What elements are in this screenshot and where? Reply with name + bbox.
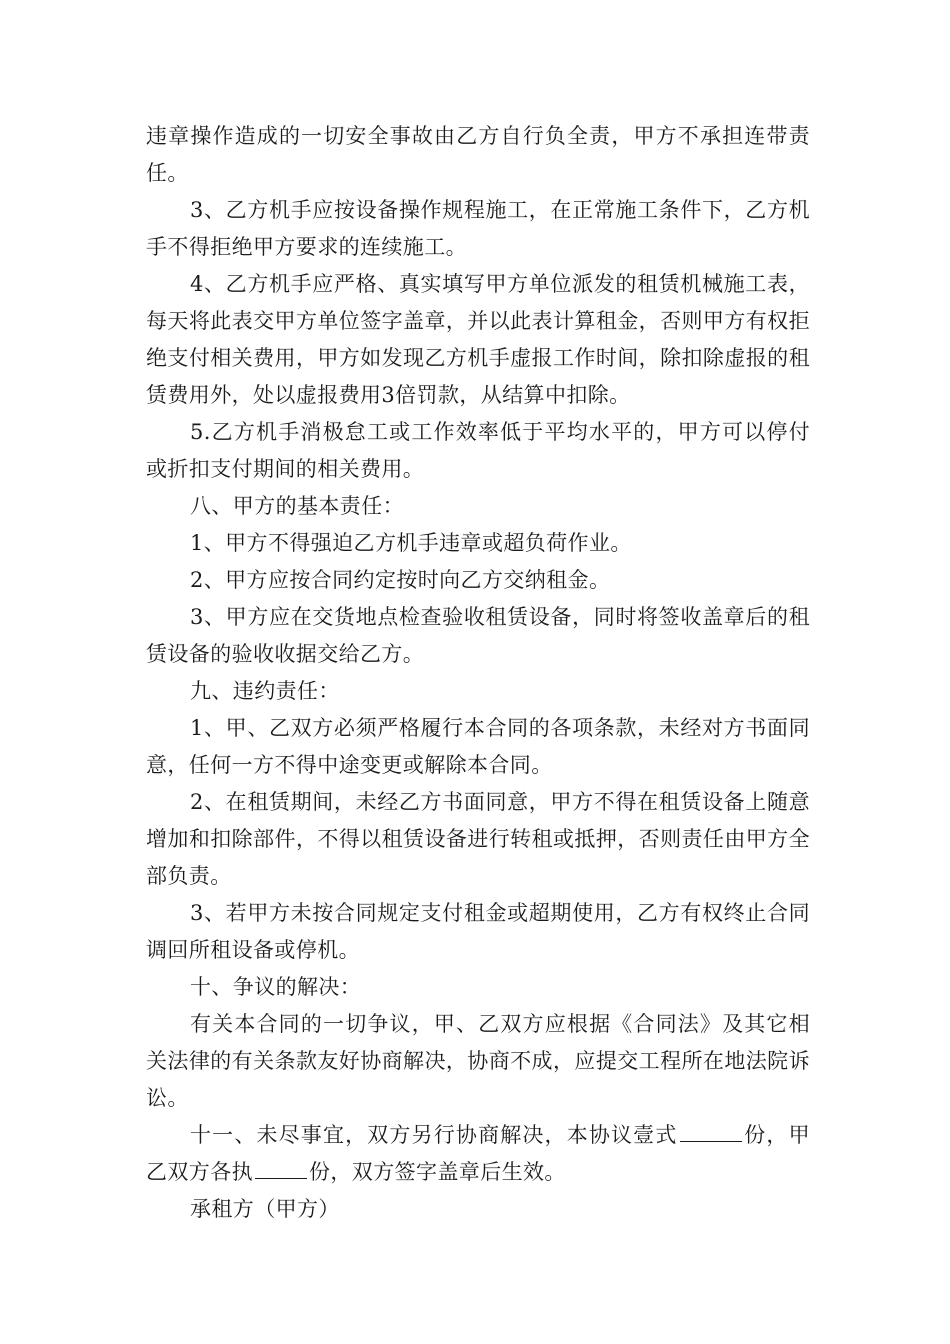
paragraph: 有关本合同的一切争议，甲、乙双方应根据《合同法》及其它相关法律的有关条款友好协商解决，协商不成，应提交工程所在地法院诉讼。: [146, 1012, 810, 1110]
paragraph: 3、乙方机手应按设备操作规程施工，在正常施工条件下，乙方机手不得拒绝甲方要求的连续施工。: [146, 198, 810, 259]
clause-eleven-part3: 份，双方签字盖章后生效。: [309, 1160, 566, 1184]
each-copies-blank[interactable]: [255, 1156, 307, 1179]
paragraph: 1、甲、乙双方必须严格履行本合同的各项条款，未经对方书面同意，任何一方不得中途变更或解除本合同。: [146, 716, 810, 777]
copies-blank[interactable]: [680, 1119, 742, 1142]
paragraph: 4、乙方机手应严格、真实填写甲方单位派发的租赁机械施工表，每天将此表交甲方单位签字盖章，并以此表计算租金，否则甲方有权拒绝支付相关费用，甲方如发现乙方机手虚报工作时间，除扣除虚报的租赁费用外，处以虚报费用3倍罚款，从结算中扣除。: [146, 272, 810, 407]
paragraph: 2、甲方应按合同约定按时向乙方交纳租金。: [190, 568, 611, 592]
paragraph: 1、甲方不得强迫乙方机手违章或超负荷作业。: [190, 531, 632, 555]
clause-eleven: [146, 1117, 810, 1191]
paragraph: 3、若甲方未按合同规定支付租金或超期使用，乙方有权终止合同调回所租设备或停机。: [146, 901, 810, 962]
paragraph: 2、在租赁期间，未经乙方书面同意，甲方不得在租赁设备上随意增加和扣除部件，不得以租赁设备进行转租或抵押，否则责任由甲方全部负责。: [146, 790, 810, 888]
section-heading: 十、争议的解决：: [190, 975, 362, 999]
section-heading: 八、甲方的基本责任：: [190, 494, 404, 518]
signature-label: 承租方（甲方）: [190, 1197, 340, 1221]
clause-eleven-part2: 份，甲乙双方各执: [146, 1123, 810, 1184]
paragraph: 违章操作造成的一切安全事故由乙方自行负全责，甲方不承担连带责任。: [146, 124, 810, 185]
section-heading: 九、违约责任：: [190, 679, 340, 703]
document-body: [146, 118, 810, 1228]
clause-eleven-part1: 十一、未尽事宜，双方另行协商解决，本协议壹式: [190, 1123, 678, 1147]
paragraph: 3、甲方应在交货地点检查验收租赁设备，同时将签收盖章后的租赁设备的验收收据交给乙方。: [146, 605, 810, 666]
paragraph: 5.乙方机手消极怠工或工作效率低于平均水平的，甲方可以停付或折扣支付期间的相关费用。: [146, 420, 810, 481]
